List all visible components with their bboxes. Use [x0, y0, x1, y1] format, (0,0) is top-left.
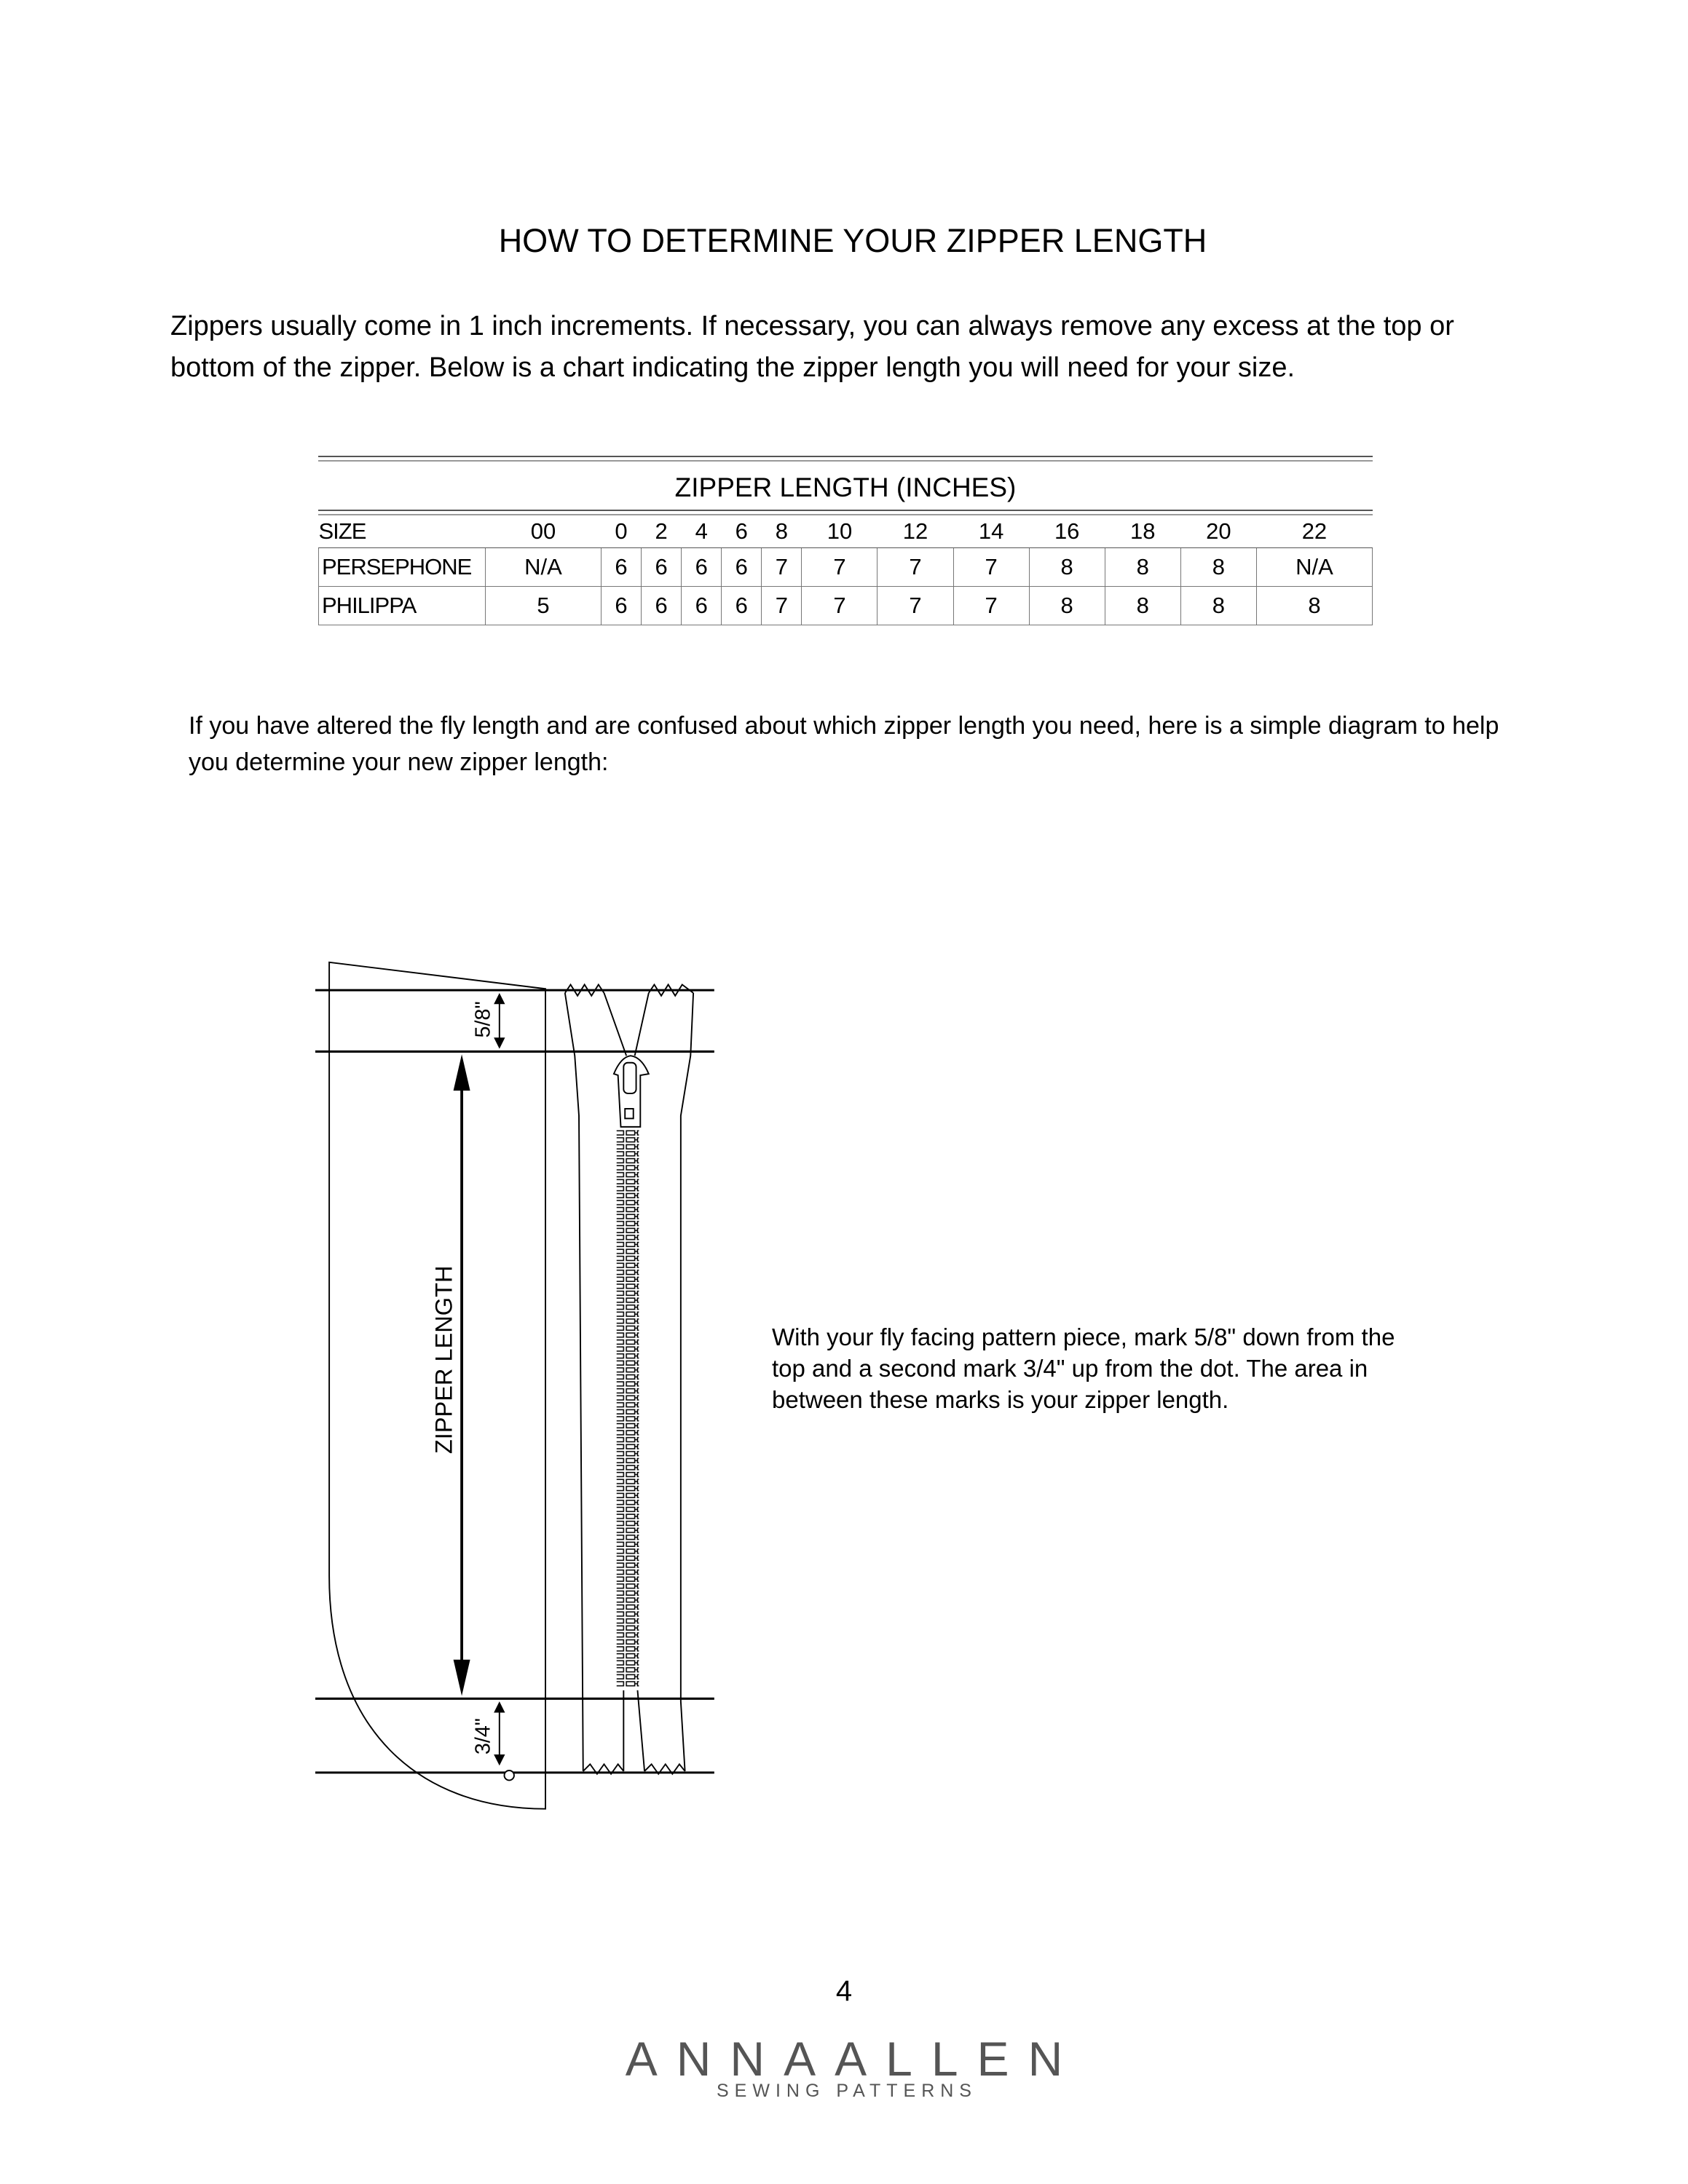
pattern-name-cell: PHILIPPA — [319, 587, 486, 625]
five-eighths-arrow — [494, 993, 505, 1049]
page-title: HOW TO DETERMINE YOUR ZIPPER LENGTH — [498, 222, 1207, 259]
size-header-cell: 6 — [722, 515, 762, 548]
zipper-length-cell: 6 — [642, 548, 682, 587]
size-header-cell: 12 — [877, 515, 953, 548]
page-number: 4 — [835, 1975, 853, 2007]
zipper-length-label: ZIPPER LENGTH — [430, 1265, 457, 1455]
table-title: ZIPPER LENGTH (INCHES) — [674, 472, 1017, 502]
zipper-length-cell: 8 — [1256, 587, 1372, 625]
dot-mark — [505, 1770, 514, 1780]
brand-tagline: SEWING PATTERNS — [717, 2081, 977, 2101]
guide-lines — [315, 990, 714, 1773]
zipper-length-cell: 6 — [602, 587, 642, 625]
brand-logo: ANNAALLEN — [625, 2032, 1082, 2086]
three-quarter-label: 3/4" — [471, 1717, 495, 1755]
zipper-length-cell: 6 — [602, 548, 642, 587]
zipper-length-cell: 8 — [1105, 548, 1180, 587]
zipper-length-cell: 7 — [762, 587, 802, 625]
right-tape — [635, 993, 693, 1771]
zipper-length-cell: 7 — [762, 548, 802, 587]
zipper-length-cell: 6 — [642, 587, 682, 625]
size-label: SIZE — [319, 515, 486, 548]
zipper-length-cell: 8 — [1029, 548, 1105, 587]
size-header-cell: 10 — [802, 515, 877, 548]
size-header-cell: 8 — [762, 515, 802, 548]
zipper-length-cell: 6 — [722, 587, 762, 625]
zipper-length-cell: 6 — [682, 548, 722, 587]
zipper-length-cell: 7 — [953, 548, 1029, 587]
zipper-length-cell: 6 — [722, 548, 762, 587]
zipper-length-cell: 7 — [877, 548, 953, 587]
size-header-cell: 4 — [682, 515, 722, 548]
zipper-length-cell: N/A — [1256, 548, 1372, 587]
size-header-cell: 0 — [602, 515, 642, 548]
zipper-length-cell: 7 — [802, 548, 877, 587]
size-header-cell: 18 — [1105, 515, 1180, 548]
diagram-instructions: With your fly facing pattern piece, mark 5/8" down from the top and a second mark 3/4" up from the dot. The area in between these marks is your zipper length. — [772, 1324, 1395, 1413]
zipper-length-cell: 8 — [1029, 587, 1105, 625]
intro-paragraph: Zippers usually come in 1 inch increments. If necessary, you can always remove any excess at the top or bottom of the zipper. Below is a chart indicating the zipper length you will need for your size. — [170, 311, 1454, 383]
size-header-cell: 2 — [642, 515, 682, 548]
five-eighths-label: 5/8" — [471, 1001, 495, 1038]
size-header-cell: 22 — [1256, 515, 1372, 548]
zipper-length-cell: 8 — [1105, 587, 1180, 625]
zipper-length-cell: N/A — [486, 548, 602, 587]
zipper-length-cell: 7 — [877, 587, 953, 625]
size-header-cell: 20 — [1180, 515, 1256, 548]
size-header-cell: 16 — [1029, 515, 1105, 548]
size-header-cell: 14 — [953, 515, 1029, 548]
zipper-length-cell: 8 — [1180, 548, 1256, 587]
size-header-cell: 00 — [486, 515, 602, 548]
zipper-length-cell: 7 — [953, 587, 1029, 625]
zipper-length-cell: 6 — [682, 587, 722, 625]
zipper-length-cell: 8 — [1180, 587, 1256, 625]
zipper-teeth — [617, 1130, 639, 1688]
zipper-pull-icon — [614, 1056, 649, 1127]
diagram-intro: If you have altered the fly length and are confused about which zipper length you need, here is a simple diagram to help you determine your new zipper length: — [189, 712, 1499, 776]
zipper-length-cell: 5 — [486, 587, 602, 625]
zipper-length-cell: 7 — [802, 587, 877, 625]
pattern-name-cell: PERSEPHONE — [319, 548, 486, 587]
three-quarter-arrow — [494, 1701, 505, 1765]
